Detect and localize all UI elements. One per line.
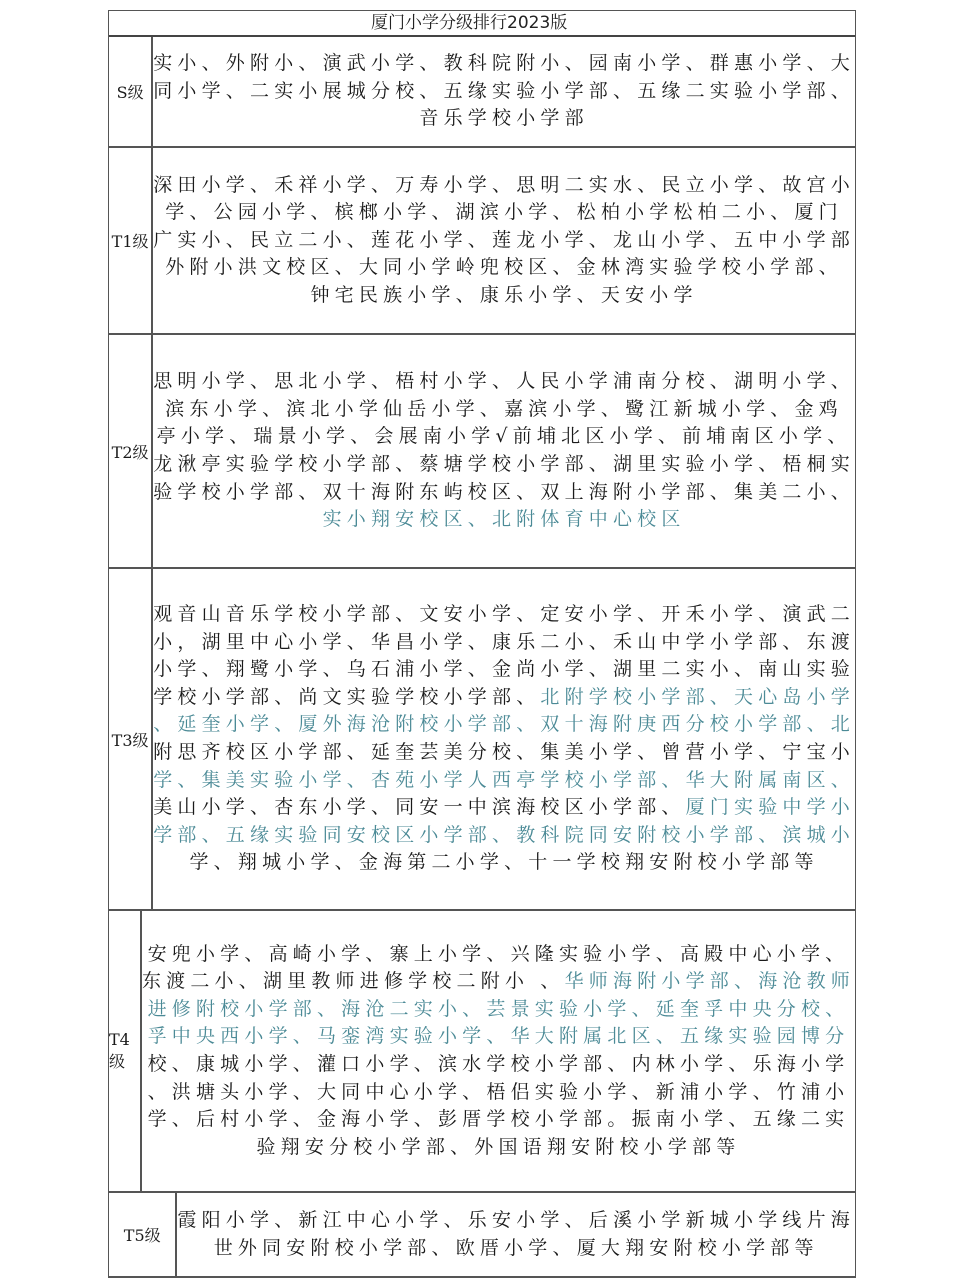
school-text: 外附小洪文校区、大同小学岭兜校区、金林湾实验学校小学部、 — [165, 256, 843, 279]
school-line — [153, 172, 855, 200]
school-line — [153, 794, 855, 822]
school-line — [153, 479, 855, 507]
school-line — [189, 849, 818, 877]
school-line — [177, 1207, 855, 1235]
tier-row — [109, 148, 855, 335]
tier-label: T3级 — [109, 569, 153, 909]
tier-label: T4级 — [109, 911, 142, 1191]
school-line — [153, 50, 855, 78]
school-text: 实小、外附小、演武小学、教科院附小、园南小学、群惠小学、大 — [153, 52, 855, 75]
school-line — [165, 254, 843, 282]
highlighted-school-text: 厦门实验中学小 — [685, 796, 855, 819]
school-line — [153, 711, 855, 739]
tier-schools — [153, 37, 855, 146]
school-text: 学、公园小学、槟榔小学、湖滨小学、松柏小学松柏二小、厦门 — [165, 201, 843, 224]
highlighted-school-text: 华师海附小学部、海沧教师 — [564, 970, 855, 993]
school-text: 验学校小学部、双十海附东屿校区、双上海附小学部、集美二小、 — [153, 480, 855, 503]
school-line — [153, 656, 855, 684]
school-line — [256, 1134, 740, 1162]
tier-label: T1级 — [109, 148, 153, 333]
school-text: 同小学、二实小展城分校、五缘实验小学部、五缘二实验小学部、 — [153, 79, 855, 102]
school-line — [148, 1051, 850, 1079]
table-body — [109, 37, 855, 1278]
tier-schools — [153, 569, 855, 909]
tier-label: T5级 — [109, 1193, 177, 1276]
ranking-table — [108, 10, 856, 1278]
tier-schools — [153, 148, 855, 333]
school-line — [323, 506, 686, 534]
school-text: 观音山音乐学校小学部、文安小学、定安小学、开禾小学、演武二 — [153, 603, 855, 626]
school-text: 学校小学部、尚文实验学校小学部、 — [153, 685, 541, 708]
school-line — [148, 1079, 850, 1107]
school-line — [148, 1106, 850, 1134]
school-line — [148, 941, 850, 969]
school-text: 验翔安分校小学部、外国语翔安附校小学部等 — [256, 1135, 741, 1158]
school-line — [153, 451, 855, 479]
school-line — [153, 822, 855, 850]
highlighted-school-text: 学、集美实验小学、杏苑小学人西亭学校小学部、华大附属南区、 — [153, 768, 855, 791]
school-text: 校、康城小学、灌口小学、滨水学校小学部、内林小学、乐海小学 — [147, 1053, 850, 1075]
school-line — [157, 423, 852, 451]
school-text: 霞阳小学、新江中心小学、乐安小学、后溪小学新城小学线片海 — [177, 1208, 855, 1231]
school-text: 、洪塘头小学、大同中心小学、梧侣实验小学、新浦小学、竹浦小 — [147, 1080, 850, 1103]
school-line — [310, 282, 697, 310]
school-line — [419, 105, 588, 133]
tier-schools — [177, 1193, 855, 1276]
table-title: 厦门小学分级排行2023版 — [109, 11, 855, 37]
school-text: 思明小学、思北小学、梧村小学、人民小学浦南分校、湖明小学、 — [153, 370, 855, 393]
highlighted-school-text: 进修附校小学部、海沧二实小、芸景实验小学、延奎孚中央分校、 — [147, 997, 850, 1020]
school-text: 东渡二小、湖里教师进修学校二附小 、 — [141, 970, 565, 993]
school-text: 亭小学、瑞景小学、会展南小学√前埔北区小学、前埔南区小学、 — [156, 425, 852, 448]
tier-row — [109, 37, 855, 148]
school-text: 龙湫亭实验学校小学部、蔡塘学校小学部、湖里实验小学、梧桐实 — [153, 453, 855, 475]
school-line — [148, 996, 850, 1024]
highlighted-school-text: 北附学校小学部、天心岛小学 — [540, 685, 855, 708]
school-text: 学、后村小学、金海小学、彭厝学校小学部。振南小学、五缘二实 — [147, 1108, 850, 1131]
tier-schools — [142, 911, 855, 1191]
tier-row — [109, 911, 855, 1193]
school-text: 钟宅民族小学、康乐小学、天安小学 — [310, 283, 698, 306]
school-text: 安兜小学、高崎小学、寨上小学、兴隆实验小学、高殿中心小学、 — [147, 942, 850, 965]
school-text: 广实小、民立二小、莲花小学、莲龙小学、龙山小学、五中小学部 — [153, 228, 855, 251]
school-line — [165, 396, 843, 424]
tier-row — [109, 1193, 855, 1278]
school-line — [153, 629, 855, 657]
school-line — [153, 368, 855, 396]
highlighted-school-text: 实小翔安校区、北附体育中心校区 — [322, 508, 686, 531]
tier-row — [109, 335, 855, 569]
school-line — [153, 601, 855, 629]
highlighted-school-text: 学部、五缘实验同安校区小学部、教科院同安附校小学部、滨城小 — [153, 823, 855, 846]
school-line — [153, 227, 855, 255]
school-text: 美山小学、杏东小学、同安一中滨海校区小学部、 — [153, 796, 686, 819]
tier-label: T2级 — [109, 335, 153, 567]
school-text: 滨东小学、滨北小学仙岳小学、嘉滨小学、鹭江新城小学、金鸡 — [165, 397, 843, 420]
school-line — [153, 78, 855, 106]
tier-label: S级 — [109, 37, 153, 146]
school-line — [153, 739, 855, 767]
school-line — [142, 968, 855, 996]
highlighted-school-text: 、延奎小学、厦外海沧附校小学部、双十海附庚西分校小学部、北 — [153, 713, 855, 736]
school-line — [153, 767, 855, 795]
school-text: 音乐学校小学部 — [419, 107, 589, 130]
school-text: 深田小学、禾祥小学、万寿小学、思明二实水、民立小学、故宫小 — [153, 173, 855, 196]
school-line — [153, 684, 855, 712]
school-text: 小，湖里中心小学、华昌小学、康乐二小、禾山中学小学部、东渡 — [153, 630, 855, 653]
school-line — [214, 1235, 819, 1263]
school-line — [165, 199, 843, 227]
highlighted-school-text: 孚中央西小学、马銮湾实验小学、华大附属北区、五缘实验园博分 — [147, 1025, 850, 1048]
school-text: 小学、翔鹭小学、乌石浦小学、金尚小学、湖里二实小、南山实验 — [153, 658, 855, 681]
tier-schools — [153, 335, 855, 567]
school-text: 世外同安附校小学部、欧厝小学、厦大翔安附校小学部等 — [213, 1236, 819, 1259]
school-text: 附思齐校区小学部、延奎芸美分校、集美小学、曾营小学、宁宝小 — [153, 741, 855, 763]
school-line — [148, 1023, 850, 1051]
school-text: 学、翔城小学、金海第二小学、十一学校翔安附校小学部等 — [189, 851, 819, 874]
tier-row — [109, 569, 855, 911]
